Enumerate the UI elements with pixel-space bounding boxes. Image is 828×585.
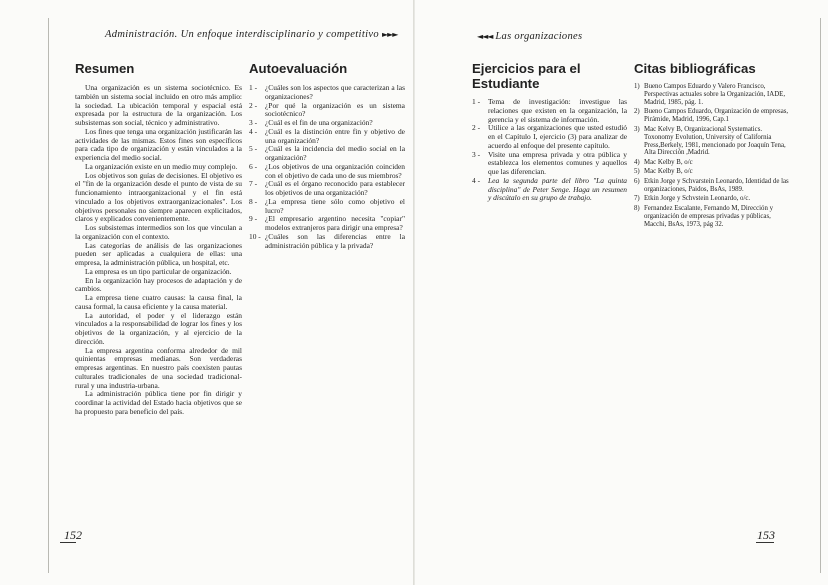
cita-item-text: Bueno Campos Eduardo, Organización de empresas, Pirámide, Madrid, 1996, Cap.1 [644, 108, 789, 124]
resumen-paragraph: La empresa tiene cuatro causas: la causa final, la causa formal, la causa eficiente y la causa material. [75, 293, 242, 311]
ejercicio-item-number: 3 - [472, 149, 481, 159]
autoevaluacion-item-text: ¿Cuál es el fin de una organización? [265, 118, 373, 127]
autoevaluacion-item-text: ¿Los objetivos de una organización coinciden con el objetivo de cada uno de sus miembros? [265, 161, 405, 180]
autoevaluacion-item [249, 198, 405, 216]
cita-item-number: 7) [634, 195, 640, 203]
left-running-head-text: Administración. Un enfoque interdisciplinario y competitivo [105, 29, 379, 40]
left-page-number: 152 [64, 528, 82, 542]
cita-item [634, 108, 789, 124]
resumen-paragraph: En la organización hay procesos de adaptación y de cambios. [75, 275, 242, 294]
ejercicio-item [472, 151, 627, 177]
cita-item [634, 205, 789, 229]
right-page-number-rule [756, 542, 774, 543]
cita-item-number: 1) [634, 83, 640, 90]
resumen-paragraph: La empresa argentina conforma alrededor de mil quinientas empresas medianas. Son verdaderas empresas argentinas. En nuestro país coexisten pautas culturales tradicionales de una sociedad tradicional-rural y una industria-urbana. [75, 345, 242, 390]
right-running-head-text: Las organizaciones [495, 31, 583, 42]
cita-item [634, 168, 789, 176]
resumen-paragraph: La autoridad, el poder y el liderazgo están vinculados a la responsabilidad de lograr los fines y los objetivos de la organización, y al ejercicio de la dirección. [75, 310, 242, 346]
ejercicio-item [472, 98, 627, 124]
autoevaluacion-item-number: 1 - [249, 83, 258, 92]
citas-list [634, 83, 789, 230]
ejercicio-item [472, 177, 627, 203]
left-running-head [105, 29, 397, 40]
ejercicios-list [472, 98, 627, 203]
resumen-paragraph: Los objetivos son guías de decisiones. El objetivo es el "fin de la organización desde el punto de vista de su funcionamiento intraorganizacional y el fin está vinculado a los objetivos extraorganizacionales". Los objetivos personales no siempre aparecen explicitados, claros y explicados convenientemente. [75, 170, 242, 224]
right-page-edge [820, 18, 821, 573]
autoevaluacion-item-number: 5 - [249, 144, 258, 154]
cita-item-text: Etkin Jorge y Schvarstein Leonardo, Identidad de las organizaciones, Paidos, BsAs, 1989. [644, 177, 789, 193]
left-page-edge [48, 18, 49, 573]
autoevaluacion-item-number: 2 - [249, 100, 258, 110]
ejercicio-item-number: 1 - [472, 97, 481, 106]
ejercicio-item-text: Lea la segunda parte del libro "La quinta disciplina" de Peter Senge. Haga un resumen y discútalo en su grupo de trabajo. [488, 175, 627, 203]
ejercicio-item [472, 124, 627, 150]
cita-item-text: Mac Kelby B, o/c [644, 158, 693, 166]
autoevaluacion-item-number: 3 - [249, 118, 258, 127]
autoevaluacion-item-text: ¿La empresa tiene sólo como objetivo el lucro? [265, 196, 405, 215]
cita-item [634, 83, 789, 107]
autoevaluacion-item-text: ¿El empresario argentino necesita "copiar" modelos extranjeros para dirigir una empresa? [265, 214, 405, 232]
cita-item-number: 3) [634, 125, 640, 133]
autoevaluacion-item [249, 163, 405, 181]
resumen-paragraph: La organización existe en un medio muy complejo. [85, 161, 238, 171]
cita-item [634, 195, 789, 203]
autoevaluacion-list [249, 84, 405, 250]
left-arrows-icon: ◄◄◄ [477, 32, 493, 41]
autoevaluacion-item [249, 102, 405, 120]
autoevaluacion-item-text: ¿Cuáles son las diferencias entre la administración pública y la privada? [265, 231, 405, 250]
ejercicio-item-number: 2 - [472, 123, 481, 133]
cita-item-text: Bueno Campos Eduardo y Valero Francisco, Perspectivas actuales sobre la Organización, IADE, Madrid, 1985, pág. 1. [644, 83, 786, 106]
autoevaluacion-item [249, 145, 405, 163]
cita-item-number: 2) [634, 108, 640, 116]
autoevaluacion-item [249, 84, 405, 102]
left-page-number-rule [60, 542, 76, 543]
cita-item-number: 5) [634, 168, 640, 176]
ejercicio-item-text: Utilice a las organizaciones que usted estudió en el Capítulo I, ejercicio (3) para analizar de acuerdo al enfoque del presente capítulo. [488, 123, 627, 150]
autoevaluacion-item-text: ¿Por qué la organización es un sistema sociotécnico? [265, 100, 405, 119]
right-running-head [477, 31, 582, 42]
autoevaluacion-item-text: ¿Cuál es la distinción entre fin y objetivo de una organización? [265, 126, 405, 145]
cita-item [634, 126, 789, 158]
ejercicio-item-text: Visite una empresa privada y otra pública y establezca los elementos comunes y aquellos que las diferencian. [488, 149, 627, 176]
book-gutter [413, 0, 415, 585]
autoevaluacion-item [249, 128, 405, 146]
cita-item-number: 6) [634, 177, 640, 185]
autoevaluacion-item [249, 215, 405, 233]
autoevaluacion-title: Autoevaluación [249, 61, 348, 76]
autoevaluacion-item-number: 10 - [249, 231, 261, 241]
autoevaluacion-item-text: ¿Cuál es el órgano reconocido para establecer los objetivos de una organización? [265, 179, 405, 197]
cita-item-number: 8) [634, 204, 640, 212]
ejercicio-item-number: 4 - [472, 175, 481, 185]
autoevaluacion-item-text: ¿Cuáles son los aspectos que caracterizan a las organizaciones? [265, 83, 405, 101]
cita-item-text: Mac Kelvy B, Organizacional Systematics. Toxonomy Evolution, University of California Press,Berkely, 1981, mencionado por Joaquín Tena, Alta Dirección ,Madrid. [644, 125, 786, 157]
resumen-paragraph: Los fines que tenga una organización justificarán las actividades de las mismas. Estos fines son específicos para cada tipo de organización y están vinculados a la experiencia del medio social. [75, 126, 242, 162]
autoevaluacion-item-number: 8 - [249, 196, 258, 206]
cita-item-number: 4) [634, 158, 640, 166]
autoevaluacion-item-number: 6 - [249, 161, 258, 171]
resumen-body [75, 84, 242, 417]
resumen-paragraph: La empresa es un tipo particular de organización. [85, 266, 232, 276]
right-arrows-icon: ►►► [381, 30, 398, 39]
right-page-number: 153 [757, 528, 775, 542]
autoevaluacion-item-text: ¿Cuál es la incidencia del medio social en la organización? [265, 144, 405, 162]
autoevaluacion-item-number: 7 - [249, 179, 258, 189]
citas-title: Citas bibliográficas [634, 61, 756, 76]
cita-item-text: Mac Kelby B, o/c [644, 168, 693, 176]
autoevaluacion-item-number: 4 - [249, 126, 258, 136]
resumen-paragraph: Las categorías de análisis de las organizaciones pueden ser aplicadas a cualquiera de ellas: una empresa, la administración pública, un hospital, etc. [75, 240, 242, 267]
resumen-paragraph: La administración pública tiene por fin dirigir y coordinar la actividad del Estado hacia objetivos que se ha propuesto para beneficio del país. [75, 389, 242, 416]
autoevaluacion-item [249, 233, 405, 251]
autoevaluacion-item-number: 9 - [249, 214, 258, 224]
resumen-title: Resumen [75, 61, 135, 76]
resumen-paragraph: Una organización es un sistema sociotécnico. Es también un sistema social incluido en otro más amplio: la sociedad. La ubicación temporal y espacial está expresada por la estructura de la organización. Los subsistemas son social, técnico y administrativo. [75, 83, 242, 127]
autoevaluacion-item [249, 180, 405, 198]
cita-item [634, 178, 789, 194]
resumen-paragraph: Los subsistemas intermedios son los que vinculan a la organización con el contexto. [75, 223, 242, 241]
cita-item-text: Fernandez Escalante, Fernando M, Dirección y organización de empresas privadas y públicas, Macchi, BsAs, 1973, pág 32. [644, 204, 774, 228]
cita-item [634, 159, 789, 167]
cita-item-text: Etkin Jorge y Schvstein Leonardo, o/c. [644, 195, 751, 203]
ejercicios-title: Ejercicios para el Estudiante [472, 61, 581, 91]
ejercicio-item-text: Tema de investigación: investigue las relaciones que existen en la organización, la gerencia y el sistema de información. [488, 97, 627, 124]
